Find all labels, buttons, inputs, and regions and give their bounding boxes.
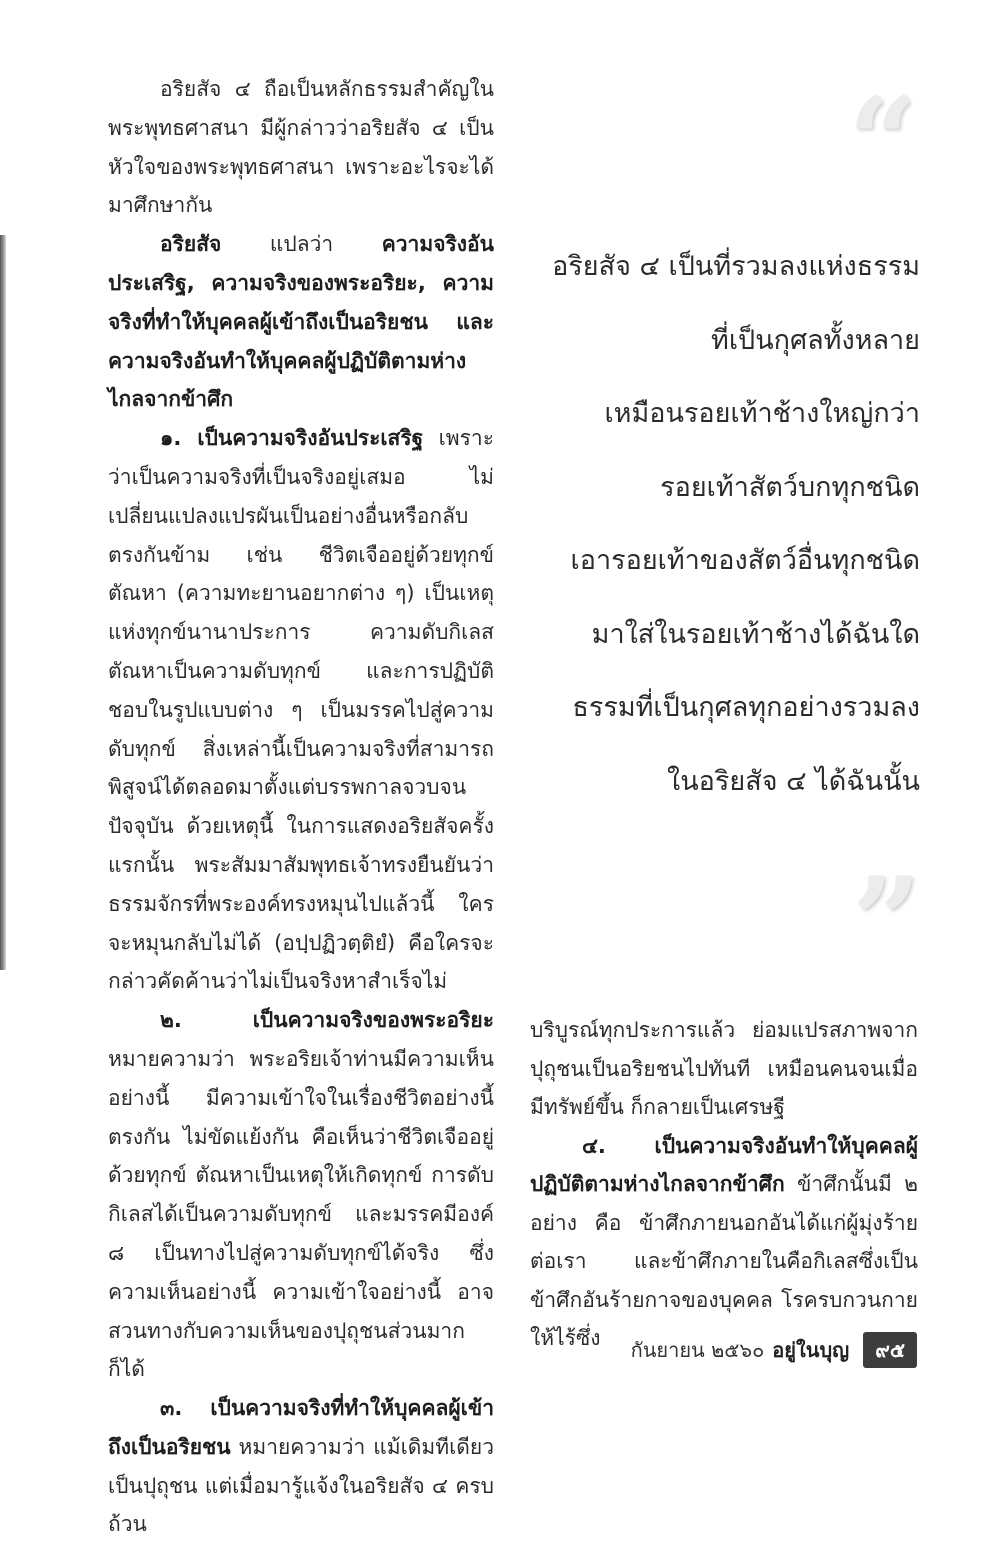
- page-footer: [600, 1333, 917, 1367]
- definition-paragraph: อริยสัจ แปลว่า ความจริงอันประเสริฐ, ความจริงของพระอริยะ, ความจริงที่ทำให้บุคคลผู้เข้าถึงเป็นอริยชน และความจริงอันทำให้บุคคลผู้ปฏิบัติตามห่างไกลจากข้าศึก: [108, 232, 494, 412]
- magazine-title: อยู่ในบุญ: [772, 1338, 850, 1362]
- point-1-heading: ๑. เป็นความจริงอันประเสริฐ: [160, 426, 424, 451]
- pull-quote-line: มาใส่ในรอยเท้าช้างได้ฉันใด: [591, 618, 920, 650]
- point-4-heading: ๔. เป็นความจริงอันทำให้บุคคลผู้ปฏิบัติตามห่างไกลจากข้าศึก: [530, 1133, 918, 1196]
- page-edge-shadow: [0, 235, 6, 970]
- pull-quote-line: รอยเท้าสัตว์บกทุกชนิด: [660, 471, 920, 503]
- point-2-heading: ๒. เป็นความจริงของพระอริยะ: [160, 1008, 494, 1033]
- right-column: [530, 1011, 918, 1358]
- point-3-heading: ๓. เป็นความจริงที่ทำให้บุคคลผู้เข้าถึงเป็นอริยชน: [108, 1396, 494, 1459]
- open-quote-icon: “: [848, 71, 918, 212]
- left-column: [108, 70, 494, 1544]
- definition-term: อริยสัจ: [160, 232, 222, 257]
- pull-quote-line: ที่เป็นกุศลทั้งหลาย: [711, 324, 920, 356]
- pull-quote-line: เอารอยเท้าของสัตว์อื่นทุกชนิด: [570, 545, 920, 576]
- point-2-paragraph: ๒. เป็นความจริงของพระอริยะ หมายความว่า พระอริยเจ้าท่านมีความเห็นอย่างนี้ มีความเข้าใจในเรื่องชีวิตอย่างนี้ตรงกัน ไม่ขัดแย้งกัน คือเห็นว่าชีวิตเจืออยู่ด้วยทุกข์ ตัณหาเป็นเหตุให้เกิดทุกข์ การดับกิเลสได้เป็นความดับทุกข์ และมรรคมีองค์ ๘ เป็นทางไปสู่ความดับทุกข์ได้จริง ซึ่งความเห็นอย่างนี้ ความเข้าใจอย่างนี้ อาจสวนทางกับความเห็นของปุถุชนส่วนมากก็ได้: [108, 1008, 494, 1382]
- pull-quote-line: ธรรมที่เป็นกุศลทุกอย่างรวมลง: [572, 692, 920, 723]
- pull-quote-line: อริยสัจ ๔ เป็นที่รวมลงแห่งธรรม: [552, 251, 920, 282]
- point-1-paragraph: ๑. เป็นความจริงอันประเสริฐ เพราะว่าเป็นความจริงที่เป็นจริงอยู่เสมอ ไม่เปลี่ยนแปลงแปรผันเป็นอย่างอื่นหรือกลับตรงกันข้าม เช่น ชีวิตเจืออยู่ด้วยทุกข์ ตัณหา (ความทะยานอยากต่าง ๆ) เป็นเหตุแห่งทุกข์นานาประการ ความดับกิเลสตัณหาเป็นความดับทุกข์ และการปฏิบัติชอบในรูปแบบต่าง ๆ เป็นมรรคไปสู่ความดับทุกข์ สิ่งเหล่านี้เป็นความจริงที่สามารถพิสูจน์ได้ตลอดมาตั้งแต่บรรพกาลจวบจนปัจจุบัน ด้วยเหตุนี้ ในการแสดงอริยสัจครั้งแรกนั้น พระสัมมาสัมพุทธเจ้าทรงยืนยันว่า ธรรมจักรที่พระองค์ทรงหมุนไปแล้วนี้ ใครจะหมุนกลับไม่ได้ (อปฺปฏิวตฺติยํ) คือใครจะกล่าวคัดค้านว่าไม่เป็นจริงหาสำเร็จไม่: [108, 426, 494, 994]
- issue-date: กันยายน ๒๕๖๐: [630, 1338, 765, 1362]
- point-3-paragraph: ๓. เป็นความจริงที่ทำให้บุคคลผู้เข้าถึงเป็นอริยชน หมายความว่า แม้เดิมทีเดียวเป็นปุถุชน แต่เมื่อมารู้แจ้งในอริยสัจ ๔ ครบถ้วน: [108, 1396, 494, 1537]
- point-4-paragraph: ๔. เป็นความจริงอันทำให้บุคคลผู้ปฏิบัติตามห่างไกลจากข้าศึก ข้าศึกนั้นมี ๒ อย่าง คือ ข้าศึกภายนอกอันได้แก่ผู้มุ่งร้ายต่อเรา และข้าศึกภายในคือกิเลสซึ่งเป็นข้าศึกอันร้ายกาจของบุคคล โรครบกวนกายให้ไร้ซึ่ง: [530, 1133, 918, 1350]
- continuation-paragraph: บริบูรณ์ทุกประการแล้ว ย่อมแปรสภาพจากปุถุชนเป็นอริยชนไปทันที เหมือนคนจนเมื่อมีทรัพย์ขึ้น ก็กลายเป็นเศรษฐี: [530, 1018, 918, 1119]
- pull-quote: [520, 230, 920, 818]
- pull-quote-line: เหมือนรอยเท้าช้างใหญ่กว่า: [604, 398, 920, 429]
- definition-meanings: ความจริงอันประเสริฐ, ความจริงของพระอริยะ, ความจริงที่ทำให้บุคคลผู้เข้าถึงเป็นอริยชน และความจริงอันทำให้บุคคลผู้ปฏิบัติตามห่างไกลจากข้าศึก: [108, 232, 494, 412]
- page-number-badge: ๙๕: [863, 1332, 917, 1368]
- pull-quote-line: ในอริยสัจ ๔ ได้ฉันนั้น: [667, 765, 920, 797]
- intro-paragraph: อริยสัจ ๔ ถือเป็นหลักธรรมสำคัญในพระพุทธศาสนา มีผู้กล่าวว่าอริยสัจ ๔ เป็นหัวใจของพระพุทธศาสนา เพราะอะไรจะได้มาศึกษากัน: [108, 77, 494, 218]
- close-quote-icon: ”: [852, 851, 922, 992]
